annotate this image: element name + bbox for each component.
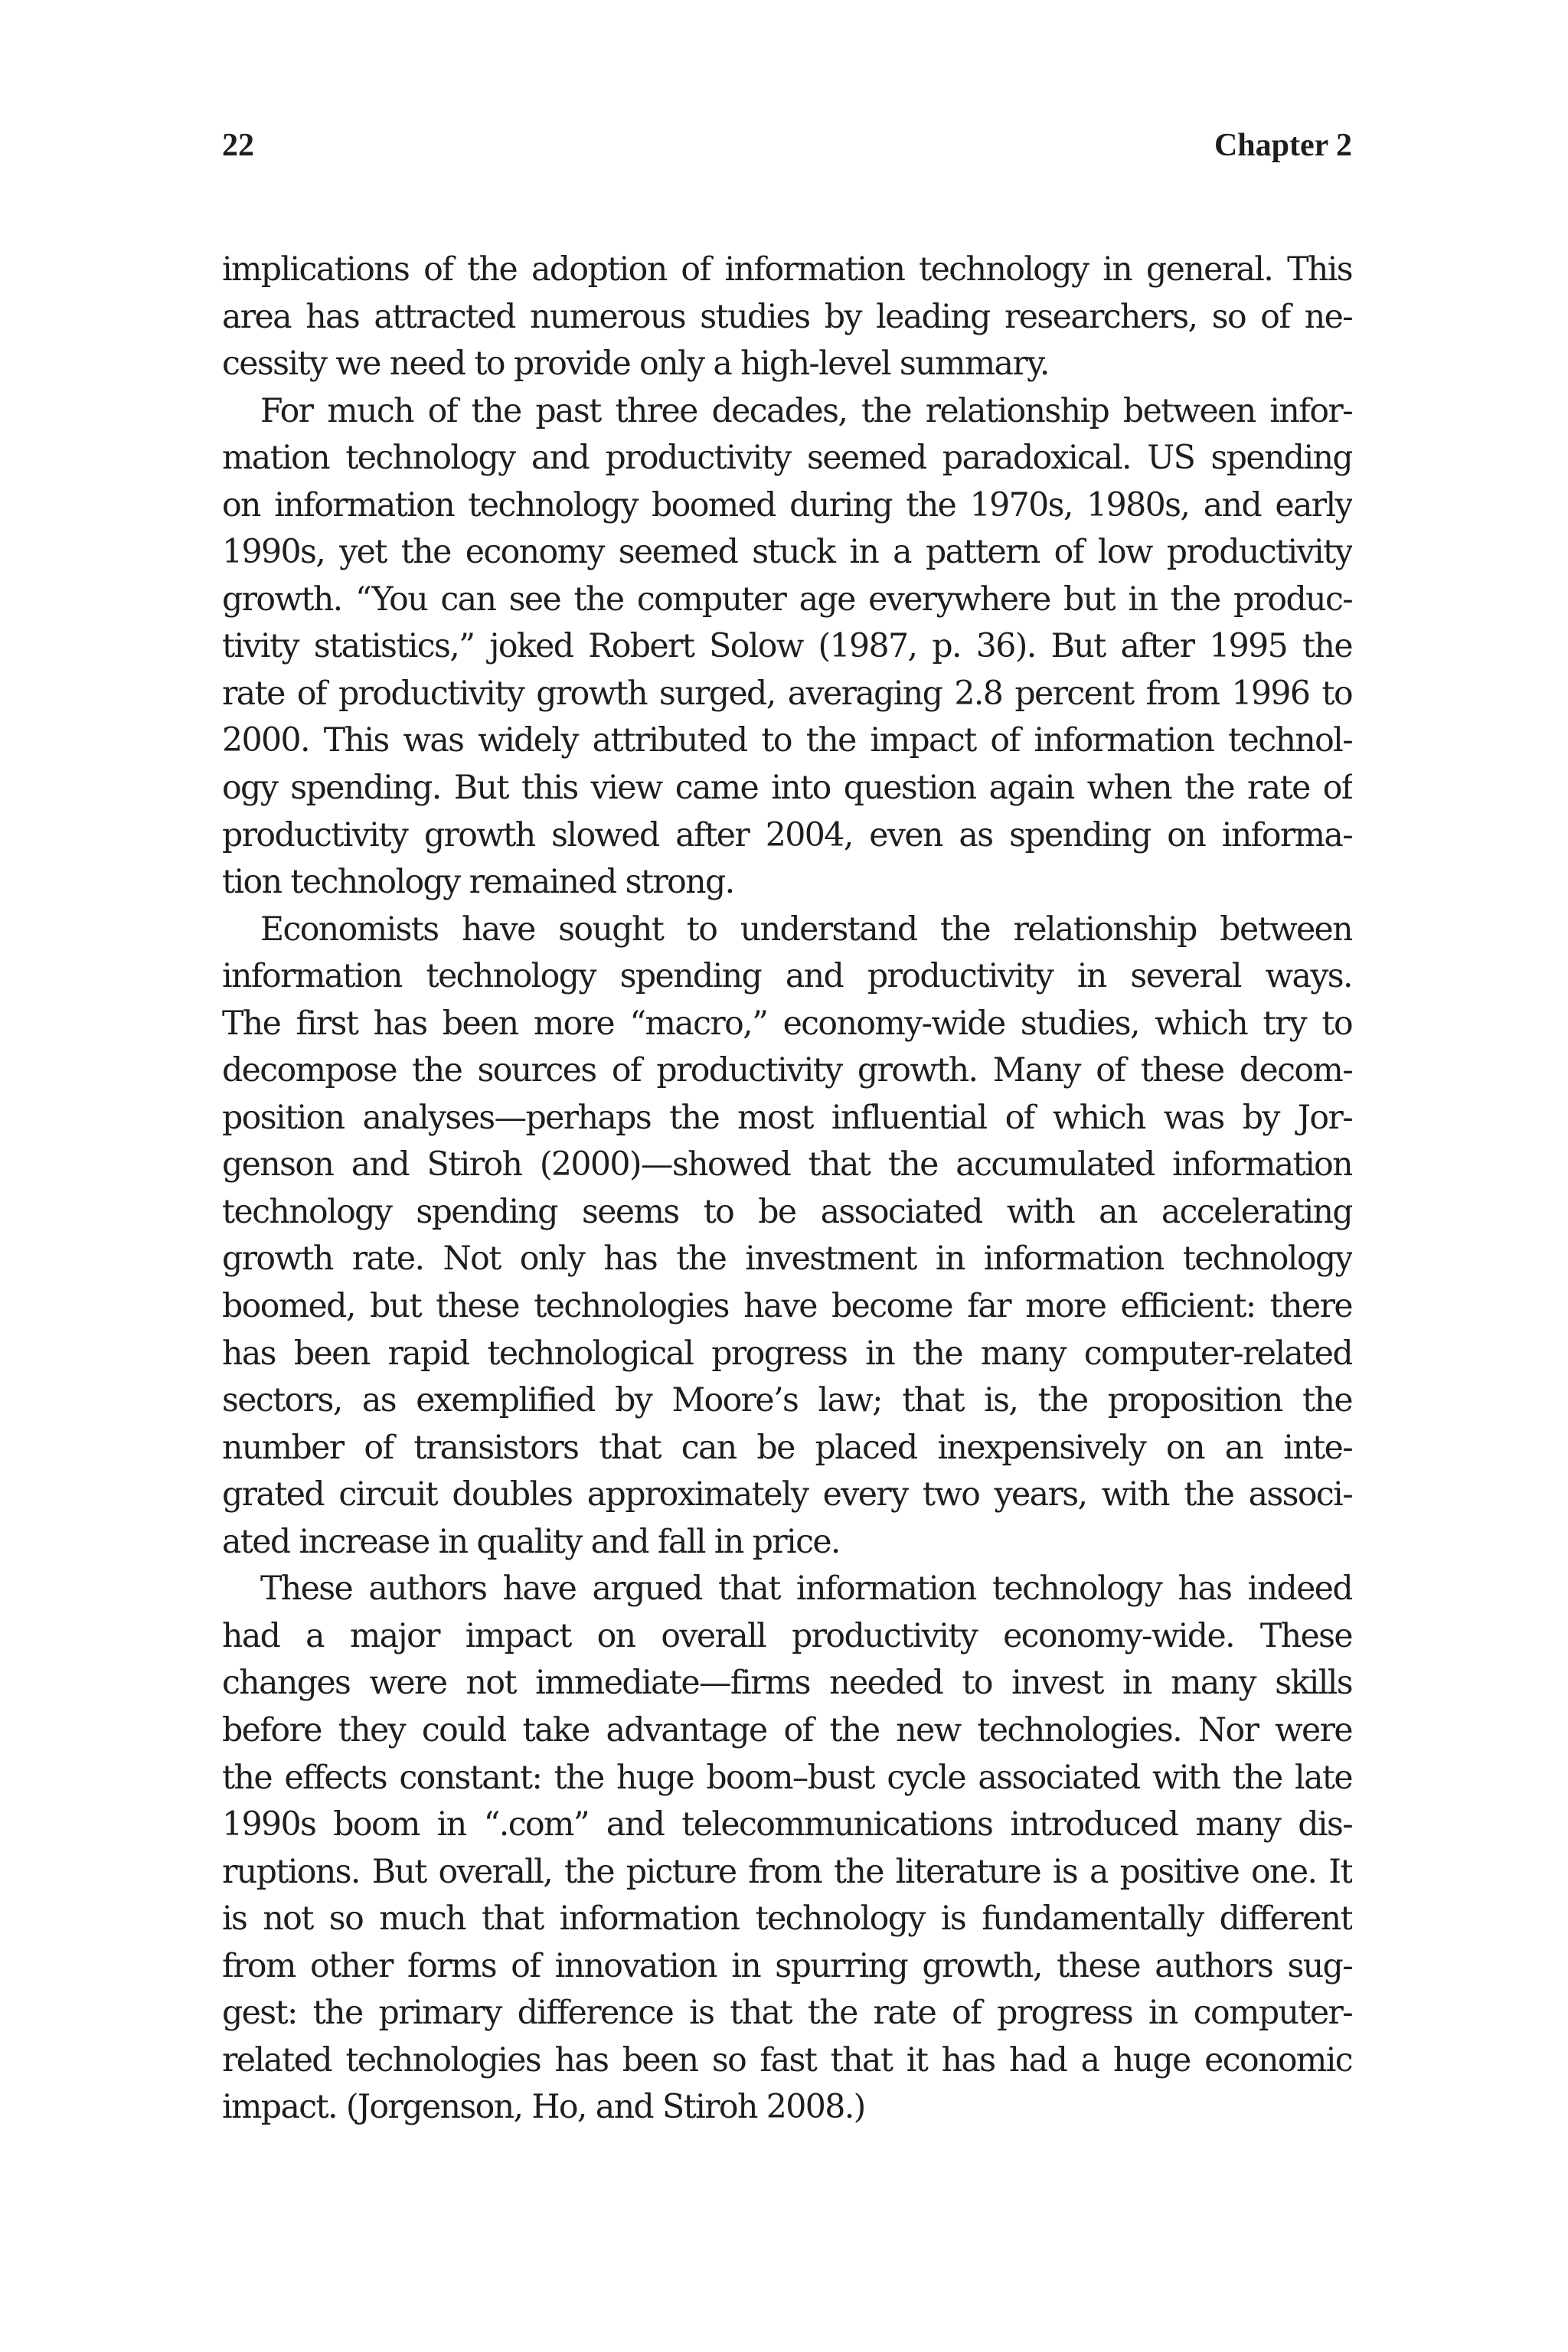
text-line: rate of productivity growth surged, averaging 2.8 percent from 1996 to xyxy=(222,674,1352,713)
text-line: from other forms of innovation in spurring growth, these authors sug- xyxy=(222,1946,1352,1985)
text-line: has been rapid technological progress in the many computer-related xyxy=(222,1334,1352,1373)
text-line: cessity we need to provide only a high-level summary. xyxy=(222,345,1049,384)
text-line: on information technology boomed during the 1970s, 1980s, and early xyxy=(222,485,1352,524)
text-line: These authors have argued that information technology has indeed xyxy=(260,1570,1352,1609)
text-line: implications of the adoption of information technology in general. This xyxy=(222,250,1352,289)
text-line: 1990s, yet the economy seemed stuck in a pattern of low productivity xyxy=(222,533,1352,572)
chapter-label: Chapter 2 xyxy=(1214,128,1352,163)
text-line: sectors, as exemplified by Moore’s law; that is, the proposition the xyxy=(222,1381,1352,1420)
text-line: is not so much that information technology is fundamentally different xyxy=(222,1900,1352,1939)
text-line: ogy spending. But this view came into question again when the rate of xyxy=(222,769,1352,808)
text-line: ated increase in quality and fall in price. xyxy=(222,1522,840,1561)
text-line: tivity statistics,” joked Robert Solow (1987, p. 36). But after 1995 the xyxy=(222,627,1352,666)
text-line: related technologies has been so fast that it has had a huge economic xyxy=(222,2040,1352,2079)
text-line: changes were not immediate—firms needed to invest in many skills xyxy=(222,1664,1352,1703)
text-line: ruptions. But overall, the picture from the literature is a positive one. It xyxy=(222,1852,1352,1891)
text-line: impact. (Jorgenson, Ho, and Stiroh 2008.) xyxy=(222,2088,865,2127)
text-line: before they could take advantage of the new technologies. Nor were xyxy=(222,1710,1352,1749)
text-line: area has attracted numerous studies by leading researchers, so of ne- xyxy=(222,297,1352,336)
text-line: genson and Stiroh (2000)—showed that the accumulated information xyxy=(222,1145,1352,1184)
text-line: had a major impact on overall productivity economy-wide. These xyxy=(222,1616,1352,1655)
page-number: 22 xyxy=(222,128,254,163)
text-line: information technology spending and productivity in several ways. xyxy=(222,957,1352,996)
text-line: For much of the past three decades, the relationship between infor- xyxy=(260,391,1352,430)
text-line: mation technology and productivity seemed paradoxical. US spending xyxy=(222,439,1352,478)
body-text xyxy=(222,247,1352,2132)
text-line: the effects constant: the huge boom–bust cycle associated with the late xyxy=(222,1758,1352,1797)
text-line: productivity growth slowed after 2004, even as spending on informa- xyxy=(222,815,1352,854)
text-line: boomed, but these technologies have become far more efficient: there xyxy=(222,1287,1352,1326)
text-line: gest: the primary difference is that the rate of progress in computer- xyxy=(222,1994,1352,2033)
text-line: growth. “You can see the computer age everywhere but in the produc- xyxy=(222,580,1352,619)
running-head xyxy=(222,122,1352,168)
text-line: technology spending seems to be associated with an accelerating xyxy=(222,1192,1352,1231)
text-line: growth rate. Not only has the investment in information technology xyxy=(222,1240,1352,1279)
text-line: grated circuit doubles approximately every two years, with the associ- xyxy=(222,1475,1352,1514)
text-line: Economists have sought to understand the relationship between xyxy=(260,910,1352,949)
text-line: The first has been more “macro,” economy-wide studies, which try to xyxy=(222,1004,1352,1043)
text-line: decompose the sources of productivity growth. Many of these decom- xyxy=(222,1051,1352,1090)
text-line: 2000. This was widely attributed to the impact of information technol- xyxy=(222,721,1352,760)
text-line: number of transistors that can be placed inexpensively on an inte- xyxy=(222,1428,1352,1467)
text-line: tion technology remained strong. xyxy=(222,863,734,902)
text-line: 1990s boom in “.com” and telecommunications introduced many dis- xyxy=(222,1805,1352,1844)
text-line: position analyses—perhaps the most influential of which was by Jor- xyxy=(222,1098,1352,1137)
